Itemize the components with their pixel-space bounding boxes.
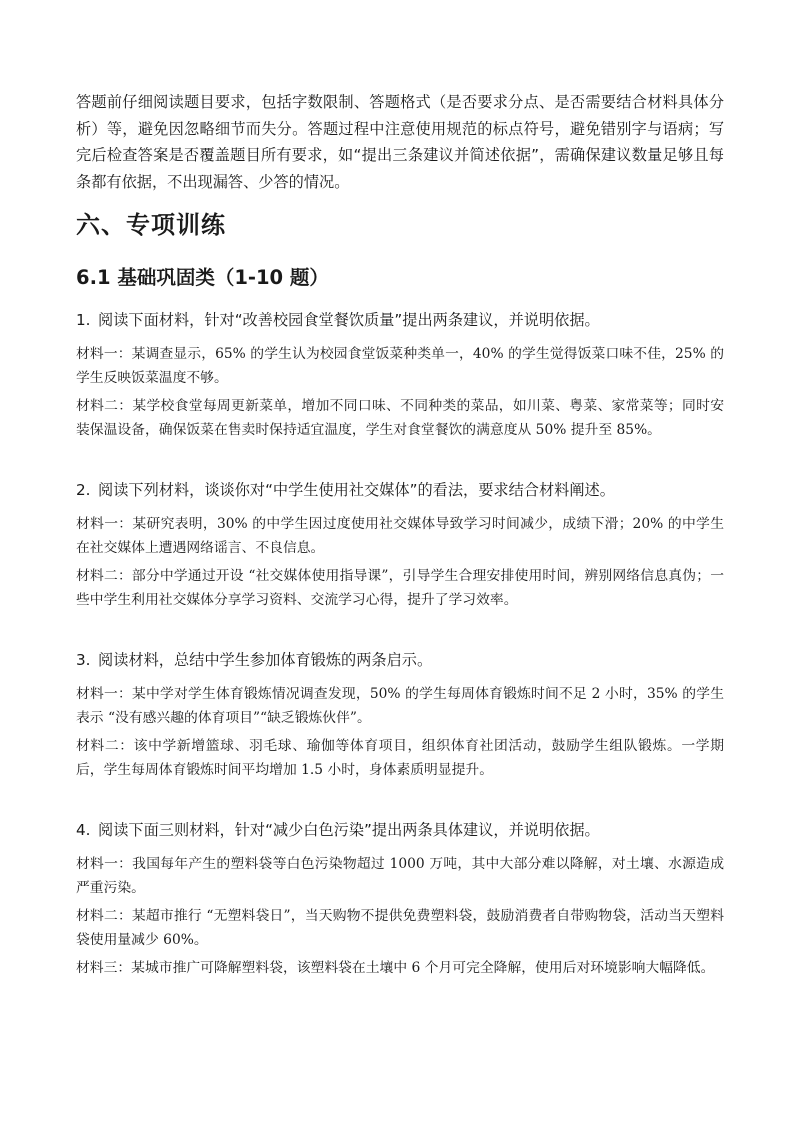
- question-number: 2.: [76, 481, 91, 499]
- question-prompt: 阅读材料，总结中学生参加体育锻炼的两条启示。: [98, 651, 433, 669]
- question-4-material-3: 材料三：某城市推广可降解塑料袋，该塑料袋在土壤中 6 个月可完全降解，使用后对环境影响大幅降低。: [76, 960, 715, 976]
- question-3: [76, 649, 724, 671]
- question-4: [76, 819, 724, 841]
- subsection-title: 6.1 基础巩固类（1-10 题）: [76, 266, 329, 289]
- question-3-material-2: 材料二：该中学新增篮球、羽毛球、瑜伽等体育项目，组织体育社团活动，鼓励学生组队锻炼。一学期后，学生每周体育锻炼时间平均增加 1.5 小时，身体素质明显提升。: [76, 738, 724, 778]
- section-title: 六、专项训练: [76, 211, 226, 239]
- question-2-material-1: 材料一：某研究表明，30% 的中学生因过度使用社交媒体导致学习时间减少，成绩下滑；20% 的中学生在社交媒体上遭遇网络谣言、不良信息。: [76, 516, 724, 556]
- question-1-material-1: 材料一：某调查显示，65% 的学生认为校园食堂饭菜种类单一，40% 的学生觉得饭菜口味不佳，25% 的学生反映饭菜温度不够。: [76, 346, 724, 386]
- question-1-material-2: 材料二：某学校食堂每周更新菜单，增加不同口味、不同种类的菜品，如川菜、粤菜、家常菜等；同时安装保温设备，确保饭菜在售卖时保持适宜温度，学生对食堂餐饮的满意度从 50% 提升至 85%。: [76, 398, 724, 438]
- question-2: [76, 479, 724, 501]
- question-4-material-2: 材料二：某超市推行 “无塑料袋日”，当天购物不提供免费塑料袋，鼓励消费者自带购物袋，活动当天塑料袋使用量减少 60%。: [76, 908, 724, 948]
- question-4-material-1: 材料一：我国每年产生的塑料袋等白色污染物超过 1000 万吨，其中大部分难以降解，对土壤、水源造成严重污染。: [76, 856, 724, 896]
- question-2-material-2: 材料二：部分中学通过开设 “社交媒体使用指导课”，引导学生合理安排使用时间，辨别网络信息真伪；一些中学生利用社交媒体分享学习资料、交流学习心得，提升了学习效率。: [76, 568, 724, 608]
- question-number: 3.: [76, 651, 91, 669]
- question-3-material-1: 材料一：某中学对学生体育锻炼情况调查发现，50% 的学生每周体育锻炼时间不足 2 小时，35% 的学生表示 “没有感兴趣的体育项目”“缺乏锻炼伙伴”。: [76, 686, 724, 726]
- question-prompt: 阅读下列材料，谈谈你对“中学生使用社交媒体”的看法，要求结合材料阐述。: [98, 481, 615, 499]
- question-prompt: 阅读下面三则材料，针对“减少白色污染”提出两条具体建议，并说明依据。: [98, 821, 600, 839]
- question-number: 1.: [76, 311, 91, 329]
- question-number: 4.: [76, 821, 91, 839]
- intro-paragraph: 答题前仔细阅读题目要求，包括字数限制、答题格式（是否要求分点、是否需要结合材料具体分析）等，避免因忽略细节而失分。答题过程中注意使用规范的标点符号，避免错别字与语病；写完后检查答案是否覆盖题目所有要求，如“提出三条建议并简述依据”，需确保建议数量足够且每条都有依据，不出现漏答、少答的情况。: [76, 93, 724, 191]
- question-1: [76, 309, 724, 331]
- question-prompt: 阅读下面材料，针对“改善校园食堂餐饮质量”提出两条建议，并说明依据。: [98, 311, 600, 329]
